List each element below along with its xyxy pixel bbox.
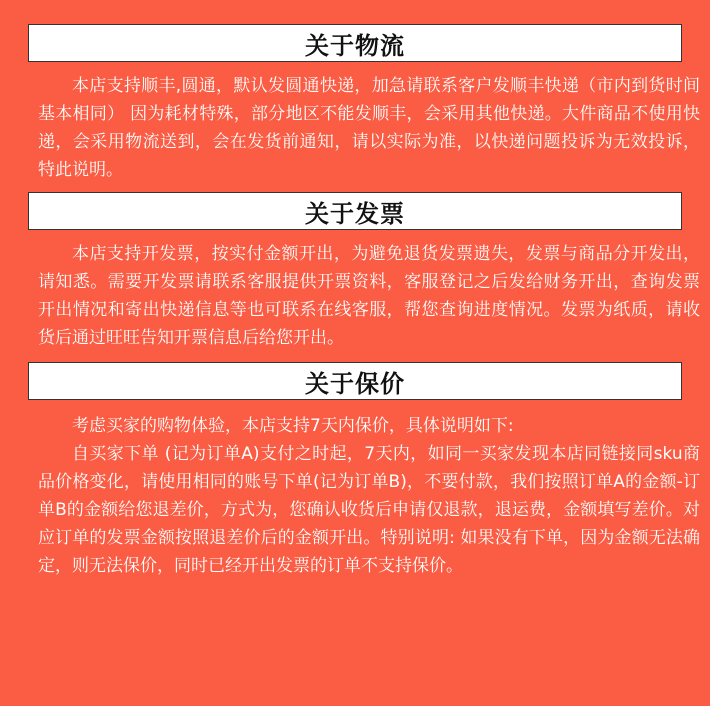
price-protection-paragraph-1: 考虑买家的购物体验，本店支持7天内保价，具体说明如下: [72,416,514,436]
price-protection-paragraph-2: 自买家下单 (记为订单A)支付之时起，7天内，如同一买家发现本店同链接同sku商品价格变化，请使用相同的账号下单(记为订单B)，不要付款，我们按照订单A的金额-订单B的金额给您退差价，方式为，您确认收货后申请仅退款，退运费，金额填写差价。对应订单的发票金额按照退差价后的金额开出。特别说明: 如果没有下单，因为金额无法确定，则无法保价，同时已经开出发票的订单不支持保价。 [38,444,700,576]
section-text-invoice: 本店支持开发票，按实付金额开出，为避免退货发票遗失，发票与商品分开发出，请知悉。需要开发票请联系客服提供开票资料，客服登记之后发给财务开出，查询发票开出情况和寄出快递信息等也可联系在线客服，帮您查询进度情况。发票为纸质，请收货后通过旺旺告知开票信息后给您开出。 [38,244,700,348]
section-price-protection [0,362,710,580]
section-title-invoice: 关于发票 [28,192,682,230]
section-text-price-protection [38,412,700,580]
section-invoice [0,192,710,352]
section-title-logistics: 关于物流 [28,24,682,62]
section-title-price-protection: 关于保价 [28,362,682,400]
section-logistics [0,24,710,184]
section-text-logistics: 本店支持顺丰,圆通，默认发圆通快递，加急请联系客户发顺丰快递（市内到货时间基本相同） 因为耗材特殊，部分地区不能发顺丰，会采用其他快递。大件商品不使用快递，会采用物流送到，会在发货前通知，请以实际为准，以快递问题投诉为无效投诉，特此说明。 [38,76,700,180]
